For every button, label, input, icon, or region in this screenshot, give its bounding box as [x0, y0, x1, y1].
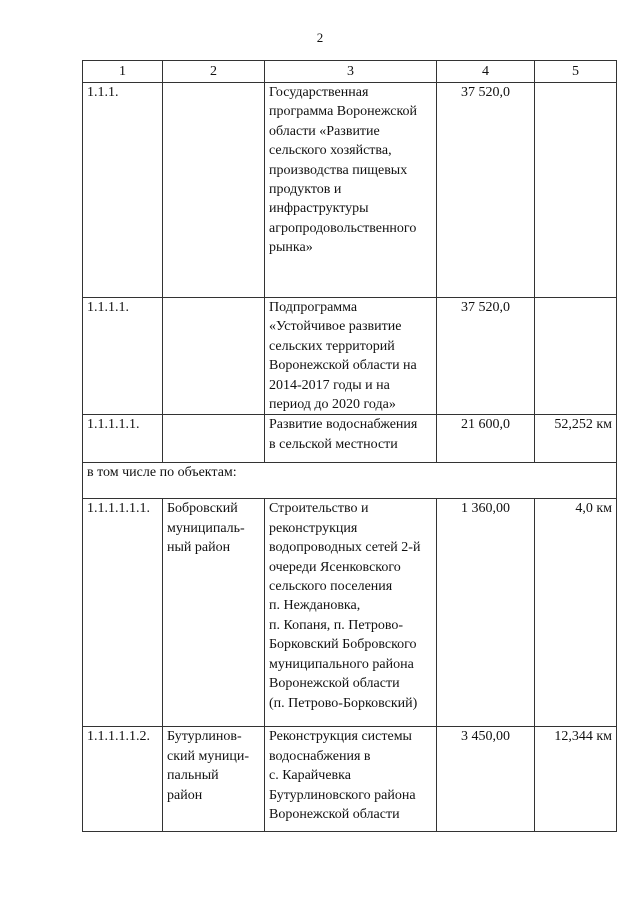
col-header-2: 2	[163, 61, 265, 83]
row-amount: 21 600,0	[437, 415, 535, 463]
table-row	[83, 415, 617, 463]
row-amount: 3 450,00	[437, 727, 535, 832]
row-district: Бутурлинов- ский муници- пальный район	[163, 727, 265, 832]
row-length	[535, 298, 617, 415]
row-amount: 37 520,0	[437, 83, 535, 298]
row-district	[163, 83, 265, 298]
row-length: 4,0 км	[535, 499, 617, 727]
row-code: 1.1.1.1.1.	[83, 415, 163, 463]
row-amount: 1 360,00	[437, 499, 535, 727]
col-header-3: 3	[265, 61, 437, 83]
row-amount: 37 520,0	[437, 298, 535, 415]
row-name: Государственная программа Воронежской области «Развитие сельского хозяйства, производства пищевых продуктов и инфраструктуры агропродовольственного рынка»	[265, 83, 437, 298]
row-length: 12,344 км	[535, 727, 617, 832]
row-code: 1.1.1.1.1.2.	[83, 727, 163, 832]
page-number: 2	[316, 30, 324, 45]
table-row	[83, 727, 617, 832]
row-name: Строительство и реконструкция водопроводных сетей 2-й очереди Ясенковского сельского поселения п. Неждановка, п. Копаня, п. Петрово- Борковский Бобровского муниципального района Воронежской области (п. Петрово-Борковский)	[265, 499, 437, 727]
table-row	[83, 499, 617, 727]
program-table	[82, 60, 617, 832]
row-code: 1.1.1.1.1.1.	[83, 499, 163, 727]
objects-heading: в том числе по объектам:	[83, 463, 617, 499]
row-name: Подпрограмма «Устойчивое развитие сельских территорий Воронежской области на 2014-2017 годы и на период до 2020 года»	[265, 298, 437, 415]
col-header-5: 5	[535, 61, 617, 83]
table-row	[83, 298, 617, 415]
row-code: 1.1.1.	[83, 83, 163, 298]
row-name: Реконструкция системы водоснабжения в с. Карайчевка Бутурлиновского района Воронежской области	[265, 727, 437, 832]
row-name: Развитие водоснабжения в сельской местности	[265, 415, 437, 463]
row-code: 1.1.1.1.	[83, 298, 163, 415]
table-row	[83, 83, 617, 298]
row-length	[535, 83, 617, 298]
row-district	[163, 415, 265, 463]
row-length: 52,252 км	[535, 415, 617, 463]
objects-heading-row	[83, 463, 617, 499]
header-row	[83, 61, 617, 83]
col-header-1: 1	[83, 61, 163, 83]
col-header-4: 4	[437, 61, 535, 83]
row-district	[163, 298, 265, 415]
row-district: Бобровский муниципаль- ный район	[163, 499, 265, 727]
